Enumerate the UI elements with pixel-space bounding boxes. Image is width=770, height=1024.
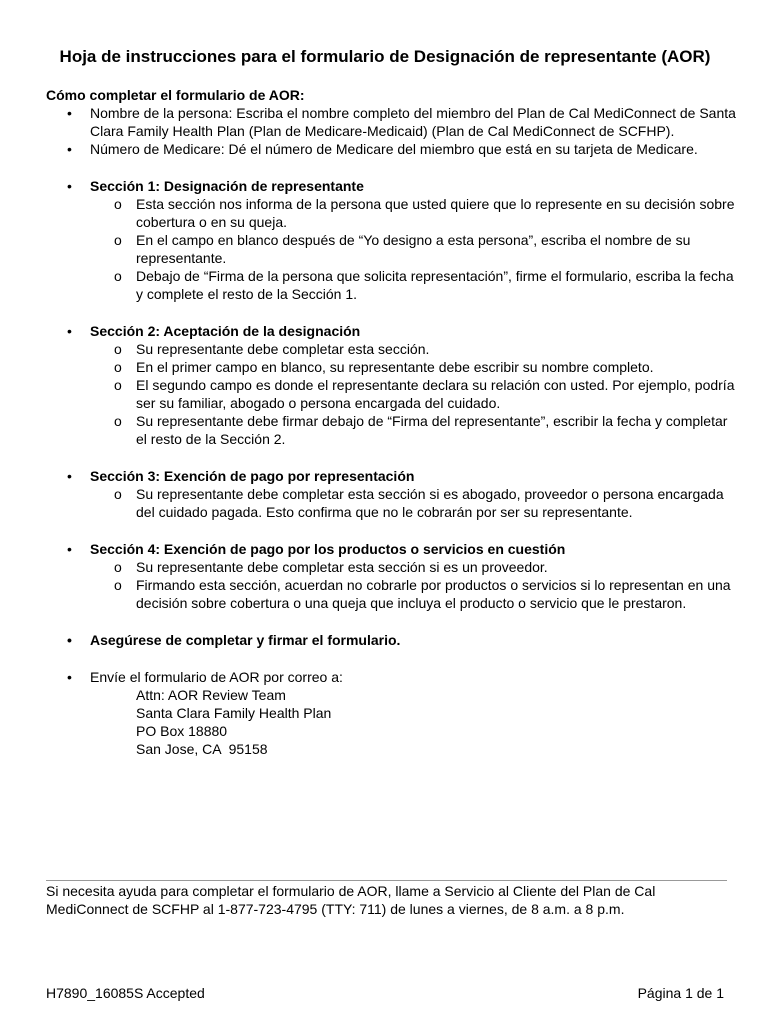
section-1 (46, 177, 736, 303)
footer-code: H7890_16085S Accepted (46, 985, 205, 1001)
section-1-heading: • Sección 1: Designación de representante (90, 178, 364, 194)
section-1-item: o Debajo de “Firma de la persona que solicita representación”, firme el formulario, escriba la fecha y complete el resto de la Sección 1. (90, 267, 736, 303)
help-text: Si necesita ayuda para completar el formulario de AOR, llame a Servicio al Cliente del Plan de Cal MediConnect de SCFHP al 1-877-723-4795 (TTY: 711) de lunes a viernes, de 8 a.m. a 8 p.m. (46, 883, 656, 917)
section-4-item: o Firmando esta sección, acuerdan no cobrarle por productos o servicios si lo representan en una decisión sobre cobertura o una queja que incluya el producto o servicio que le prestaron. (90, 576, 736, 612)
address-line: San Jose, CA 95158 (136, 741, 268, 757)
section-3-item: o Su representante debe completar esta sección si es abogado, proveedor o persona encargada del cuidado pagada. Esto confirma que no le cobrarán por ser su representante. (90, 485, 736, 521)
reminder-item: • Asegúrese de completar y firmar el formulario. (46, 631, 736, 649)
instructions-body (46, 86, 736, 758)
section-4-item: o Su representante debe completar esta sección si es un proveedor. (90, 558, 736, 576)
section-3-heading: • Sección 3: Exención de pago por representación (90, 468, 415, 484)
mail-item (46, 668, 736, 758)
address-line: Attn: AOR Review Team (136, 687, 286, 703)
section-2-item: o Su representante debe completar esta sección. (90, 340, 736, 358)
divider (46, 880, 727, 881)
section-2-item: o Su representante debe firmar debajo de “Firma del representante”, escribir la fecha y completar el resto de la Sección 2. (90, 412, 736, 448)
section-2-heading: • Sección 2: Aceptación de la designación (90, 323, 361, 339)
how-to-heading: Cómo completar el formulario de AOR: (46, 87, 305, 103)
section-2 (46, 322, 736, 448)
address-line: PO Box 18880 (136, 723, 228, 739)
list-item-person-name: • Nombre de la persona: Escriba el nombre completo del miembro del Plan de Cal MediConnect de Santa Clara Family Health Plan (Plan de Medicare-Medicaid) (Plan de Cal MediConnect de SCFHP). (46, 104, 736, 140)
section-4-heading: • Sección 4: Exención de pago por los productos o servicios en cuestión (90, 541, 566, 557)
mail-intro: • Envíe el formulario de AOR por correo a: (90, 669, 343, 685)
section-3 (46, 467, 736, 521)
mailing-address (90, 686, 736, 758)
section-1-item: o En el campo en blanco después de “Yo designo a esta persona”, escriba el nombre de su representante. (90, 231, 736, 267)
section-2-item: o En el primer campo en blanco, su representante debe escribir su nombre completo. (90, 358, 736, 376)
list-item-medicare-number: • Número de Medicare: Dé el número de Medicare del miembro que está en su tarjeta de Medicare. (46, 140, 736, 158)
section-1-item: o Esta sección nos informa de la persona que usted quiere que lo represente en su decisión sobre cobertura o en su queja. (90, 195, 736, 231)
address-line: Santa Clara Family Health Plan (136, 705, 332, 721)
page-title: Hoja de instrucciones para el formulario de Designación de representante (AOR) (59, 47, 711, 66)
footer-page-number: Página 1 de 1 (637, 985, 724, 1001)
instruction-list (46, 104, 736, 758)
section-2-item: o El segundo campo es donde el representante declara su relación con usted. Por ejemplo, podría ser su familiar, abogado o persona encargada del cuidado. (90, 376, 736, 412)
section-4 (46, 540, 736, 612)
